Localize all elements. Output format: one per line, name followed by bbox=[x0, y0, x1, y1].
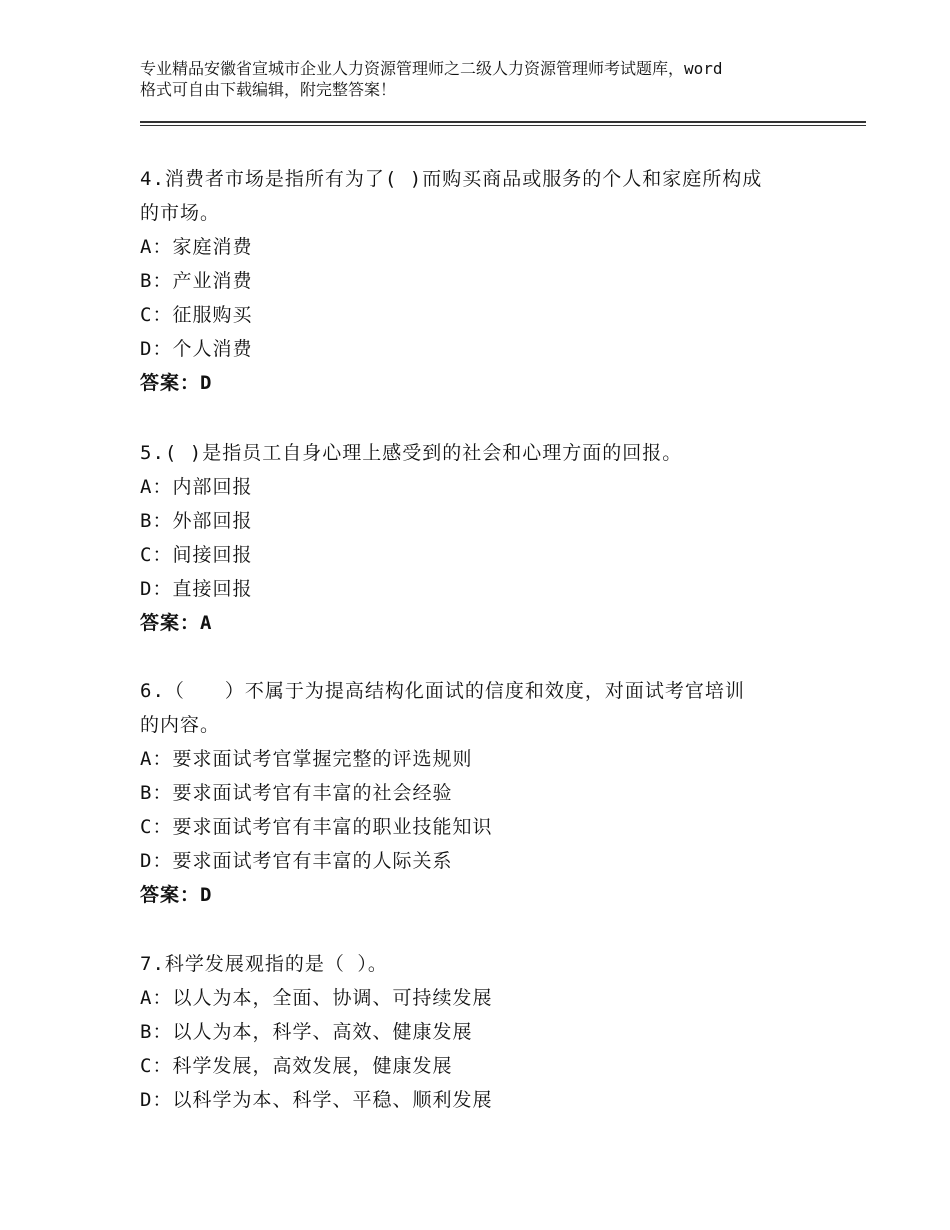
question-stem: 4.消费者市场是指所有为了( )而购买商品或服务的个人和家庭所构成 bbox=[140, 168, 763, 190]
option-a: A：以人为本，全面、协调、可持续发展 bbox=[140, 987, 493, 1009]
document-header bbox=[140, 58, 840, 100]
question-6 bbox=[140, 674, 820, 912]
answer-label: 答案：D bbox=[140, 372, 213, 394]
option-d: D：直接回报 bbox=[140, 578, 253, 600]
option-b: B：产业消费 bbox=[140, 270, 253, 292]
option-d: D：个人消费 bbox=[140, 338, 253, 360]
question-stem: 5.( )是指员工自身心理上感受到的社会和心理方面的回报。 bbox=[140, 442, 683, 464]
answer-label: 答案：A bbox=[140, 612, 213, 634]
option-a: A：要求面试考官掌握完整的评选规则 bbox=[140, 748, 473, 770]
option-c: C：科学发展，高效发展，健康发展 bbox=[140, 1055, 453, 1077]
header-divider-thin bbox=[140, 125, 866, 126]
option-a: A：家庭消费 bbox=[140, 236, 253, 258]
option-d: D：以科学为本、科学、平稳、顺利发展 bbox=[140, 1089, 493, 1111]
option-d: D：要求面试考官有丰富的人际关系 bbox=[140, 850, 453, 872]
answer-label: 答案：D bbox=[140, 884, 213, 906]
question-stem: 的市场。 bbox=[140, 202, 221, 224]
option-b: B：以人为本，科学、高效、健康发展 bbox=[140, 1021, 473, 1043]
option-a: A：内部回报 bbox=[140, 476, 253, 498]
option-b: B：要求面试考官有丰富的社会经验 bbox=[140, 782, 453, 804]
header-line-1: 专业精品安徽省宣城市企业人力资源管理师之二级人力资源管理师考试题库，word bbox=[140, 59, 723, 78]
question-7 bbox=[140, 947, 820, 1117]
option-c: C：间接回报 bbox=[140, 544, 253, 566]
question-stem: 6.（ ）不属于为提高结构化面试的信度和效度，对面试考官培训 bbox=[140, 680, 745, 702]
header-line-2: 格式可自由下载编辑，附完整答案！ bbox=[140, 80, 397, 99]
option-b: B：外部回报 bbox=[140, 510, 253, 532]
question-5 bbox=[140, 436, 820, 640]
question-stem: 的内容。 bbox=[140, 714, 221, 736]
option-c: C：要求面试考官有丰富的职业技能知识 bbox=[140, 816, 493, 838]
option-c: C：征服购买 bbox=[140, 304, 253, 326]
header-divider-thick bbox=[140, 121, 866, 123]
question-stem: 7.科学发展观指的是（ ）。 bbox=[140, 953, 388, 975]
question-4 bbox=[140, 162, 820, 400]
